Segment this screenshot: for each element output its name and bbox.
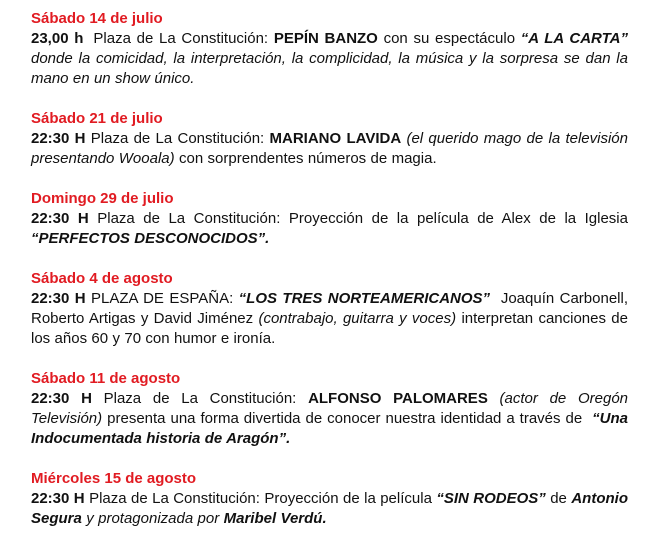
event-date: Sábado 11 de agosto — [31, 370, 181, 387]
event-description — [31, 389, 628, 449]
event-text: con sorprendentes números de magia. — [179, 150, 437, 167]
event-film-title: “SIN RODEOS” — [436, 490, 546, 507]
event-note: (el querido mago de la televisión presentando Wooala) — [31, 130, 628, 167]
event-description — [31, 29, 628, 89]
event-time: 22:30 H — [31, 210, 89, 227]
event-actress: Maribel Verdú. — [223, 510, 327, 527]
event-show-title: “Una Indocumentada historia de Aragón”. — [31, 410, 628, 447]
event-text: y protagonizada por — [86, 510, 220, 527]
event-text: interpretan canciones de los años 60 y 70 con humor e ironía. — [31, 310, 628, 347]
event-text: donde la comicidad, la interpretación, la complicidad, la música y la sorpresa se dan la mano en un show único. — [31, 50, 628, 87]
event-date: Miércoles 15 de agosto — [31, 470, 197, 487]
event-text: Proyección de la película — [264, 490, 432, 507]
event-place: Plaza de La Constitución: — [103, 390, 297, 407]
event-film-title: “PERFECTOS DESCONOCIDOS”. — [31, 230, 270, 247]
event-time: 22:30 H — [31, 490, 85, 507]
event-date: Sábado 14 de julio — [31, 10, 163, 27]
event-show-title: “LOS TRES NORTEAMERICANOS” — [238, 290, 491, 307]
event-place: Plaza de La Constitución: — [90, 130, 265, 147]
event-1 — [31, 10, 628, 89]
event-note: (actor de Oregón Televisión) — [31, 390, 629, 427]
event-date: Domingo 29 de julio — [31, 190, 174, 207]
event-show-title: “A LA CARTA” — [520, 30, 628, 47]
event-time: 22:30 H — [31, 290, 86, 307]
event-time: 23,00 h — [31, 30, 84, 47]
event-text: presenta una forma divertida de conocer nuestra identidad a través de — [107, 410, 583, 427]
event-description — [31, 129, 628, 169]
event-2 — [31, 110, 628, 169]
event-text: Joaquín Carbonell, Roberto Artigas y David Jiménez — [31, 290, 628, 327]
event-description — [31, 489, 628, 529]
event-performer: ALFONSO PALOMARES — [308, 390, 488, 407]
event-note: (contrabajo, guitarra y voces) — [258, 310, 457, 327]
event-3 — [31, 190, 628, 249]
event-time: 22:30 H — [31, 390, 92, 407]
event-5 — [31, 370, 628, 449]
event-place: PLAZA DE ESPAÑA: — [91, 290, 234, 307]
event-time: 22:30 H — [31, 130, 86, 147]
event-date: Sábado 21 de julio — [31, 110, 163, 127]
event-4 — [31, 270, 628, 349]
event-description — [31, 209, 628, 249]
program-list — [31, 10, 628, 529]
event-place: Plaza de La Constitución: — [97, 210, 281, 227]
event-text: Proyección de la película de Alex de la Iglesia — [288, 210, 628, 227]
event-date: Sábado 4 de agosto — [31, 270, 173, 287]
event-place: Plaza de La Constitución: — [89, 490, 260, 507]
event-6 — [31, 470, 628, 529]
event-text: de — [550, 490, 567, 507]
event-text: con su espectáculo — [383, 30, 516, 47]
event-description — [31, 289, 628, 349]
event-place: Plaza de La Constitución: — [93, 30, 269, 47]
event-performer: PEPÍN BANZO — [273, 30, 378, 47]
event-performer: MARIANO LAVIDA — [269, 130, 402, 147]
event-director: Antonio Segura — [31, 490, 628, 527]
